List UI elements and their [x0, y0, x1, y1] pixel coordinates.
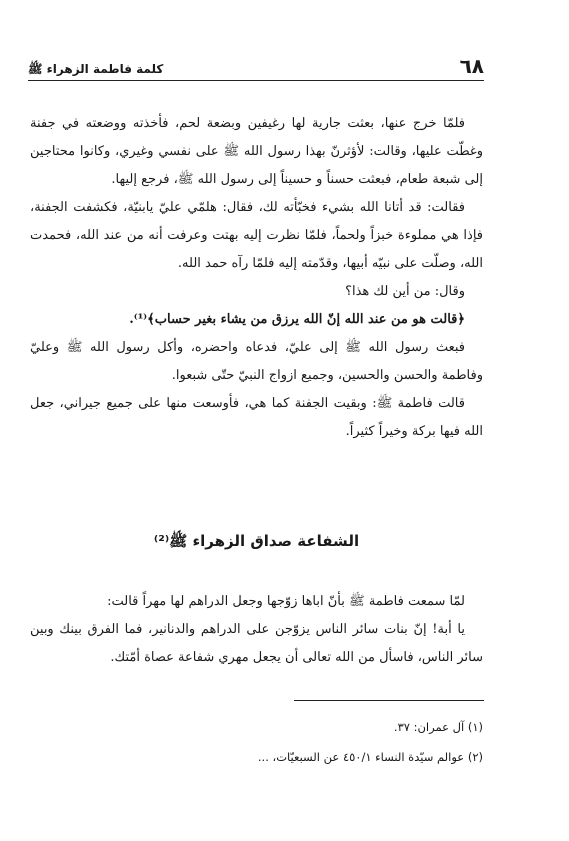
- page-number: ٦٨: [459, 54, 484, 78]
- paragraph: فقالت: قد أتانا الله بشيء فخبّأته لك، فقال: هلمّي عليّ يابنيّة، فكشفت الجفنة، فإذا هي مملوءة خبزاً ولحماً، فلمّا نظرت إليه بهتت وعرفت أنه من عند الله، فحمدت الله، وصلّت على نبيّه أبيها، وقدّمته إليه فلمّا رآه حمد الله.: [30, 200, 483, 271]
- footnote-rule: [294, 700, 484, 701]
- header-rule: [28, 80, 484, 81]
- main-text: [30, 110, 483, 446]
- paragraph: فلمّا خرج عنها، بعثت جارية لها رغيفين وبضعة لحم، فأخذته ووضعته في جفنة وغطّت عليها، وقالت: لأؤثرنّ بهذا رسول الله ﷺ على نفسي وغيري، وكانوا محتاجين إلى شبعة طعام، فبعثت حسناً و حسيناً إلى رسول الله ﷺ، فرجع إليها.: [30, 116, 483, 187]
- footnotes: [30, 712, 483, 772]
- running-head: كلمة فاطمة الزهراء ﷺ: [28, 62, 164, 76]
- section-title: الشفاعة صداق الزهراء ﷺ⁽²⁾: [153, 532, 360, 550]
- paragraph: لمّا سمعت فاطمة ﷺ بأنّ اباها زوّجها وجعل الدراهم لها مهراً قالت:: [107, 594, 465, 609]
- footnote: (٢) عوالم سيّدة النساء ٤٥٠/١ عن السبعيّات، ...: [257, 750, 483, 764]
- quran-verse: ﴿قالت هو من عند الله إنّ الله يرزق من يشاء بغير حساب﴾⁽¹⁾.: [129, 312, 465, 327]
- footnote: (١) آل عمران: ٣٧.: [393, 720, 483, 734]
- paragraph: وقال: من أين لك هذا؟: [345, 284, 465, 299]
- section-text: [30, 588, 483, 672]
- paragraph: يا أبة! إنّ بنات سائر الناس يزوّجن على الدراهم والدنانير، فما الفرق بينك وبين سائر الناس، فاسأل من الله تعالى أن يجعل مهري شفاعة عصاة أمّتك.: [30, 622, 483, 665]
- paragraph: قالت فاطمة ﷺ: وبقيت الجفنة كما هي، فأوسعت منها على جميع جيراني، جعل الله فيها بركة وخيراً كثيراً.: [30, 396, 483, 439]
- page-header: [28, 52, 484, 76]
- paragraph: فبعث رسول الله ﷺ إلى عليّ، فدعاه واحضره، وأكل رسول الله ﷺ وعليّ وفاطمة والحسن والحسين، وجميع ازواج النبيّ حتّى شبعوا.: [30, 340, 483, 383]
